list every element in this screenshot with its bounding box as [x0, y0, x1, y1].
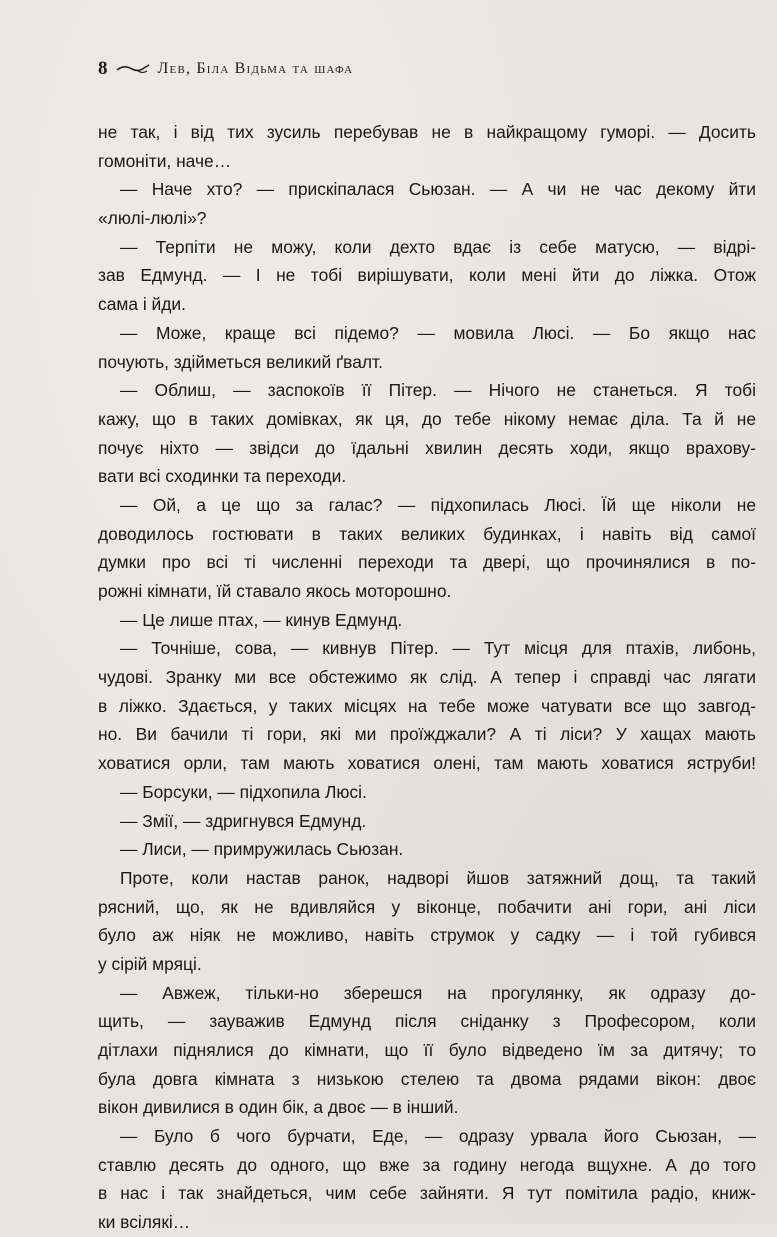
text-line: но. Ви бачили ті гори, які ми проїжджали? А ті ліси? У хащах мають	[98, 724, 756, 745]
text-line: ставлю десять до одного, що вже за годину негода вщухне. А до того	[98, 1154, 756, 1175]
text-line: рясний, що, як не вдивляйся у віконце, побачити ані гори, ані ліси	[98, 896, 756, 917]
text-line: — Може, краще всі підемо? — мовила Люсі. — Бо якщо нас	[120, 322, 756, 343]
page-header	[98, 58, 353, 80]
text-line: гомоніти, наче…	[98, 150, 232, 171]
text-line: доводилось гостювати в таких великих будинках, і навіть від самої	[98, 523, 756, 544]
text-line: рожні кімнати, їй ставало якось моторошно.	[98, 581, 452, 601]
text-line: — Змії, — здригнувся Едмунд.	[120, 810, 367, 831]
text-line: щить, — зауважив Едмунд після сніданку з Професором, коли	[98, 1011, 756, 1032]
text-line: ки всілякі…	[98, 1212, 191, 1233]
text-line: була довга кімната з низькою стелею та двома рядами вікон: двоє	[98, 1068, 756, 1089]
text-line: кажу, що в таких домівках, як ця, до тебе нікому немає діла. Та й не	[98, 408, 756, 429]
text-line: почує ніхто — звідси до їдальні хвилин десять ходи, якщо врахову-	[98, 437, 756, 458]
text-line: — Авжеж, тільки-но зберешся на прогулянку, як одразу до-	[120, 982, 756, 1003]
text-line: думки про всі ті численні переходи та двері, що прочинялися в по-	[98, 552, 756, 573]
text-line: — Точніше, сова, — кивнув Пітер. — Тут місця для птахів, либонь,	[120, 638, 756, 659]
text-line: — Було б чого бурчати, Еде, — одразу урвала його Сьюзан, —	[120, 1126, 756, 1147]
text-line: вікон дивилися в один бік, а двоє — в інший.	[98, 1097, 459, 1118]
text-line: — Борсуки, — підхопила Люсі.	[120, 781, 367, 802]
text-line: вати всі сходинки та переходи.	[98, 466, 347, 487]
text-line: почують, здійметься великий ґвалт.	[98, 351, 383, 372]
text-line: дітлахи піднялися до кімнати, що її було відведено їм за дитячу; то	[98, 1040, 756, 1060]
text-line: Проте, коли настав ранок, надворі йшов затяжний дощ, та такий	[120, 867, 756, 888]
text-line: чудові. Зранку ми все обстежимо як слід. А тепер і справді час лягати	[98, 667, 756, 688]
flourish-icon	[116, 63, 150, 75]
text-line: ховатися орли, там мають ховатися олені, там мають ховатися яструби!	[98, 753, 756, 774]
page-number: 8	[98, 58, 108, 79]
text-line: «люлі-люлі»?	[98, 208, 207, 229]
body-text	[98, 118, 756, 1237]
text-line: — Ой, а це що за галас? — підхопилась Люсі. Їй ще ніколи не	[120, 494, 756, 515]
text-line: — Наче хто? — прискіпалася Сьюзан. — А чи не час декому йти	[120, 179, 756, 200]
text-line: у сірій мряці.	[98, 953, 202, 974]
text-line: — Терпіти не можу, коли дехто вдає із себе матусю, — відрі-	[120, 236, 756, 257]
text-line: не так, і від тих зусиль перебував не в найкращому гуморі. — Досить	[98, 122, 756, 142]
text-line: — Лиси, — примружилась Сьюзан.	[120, 839, 404, 860]
text-line: сама і йди.	[98, 294, 186, 315]
text-line: — Облиш, — заспокоїв її Пітер. — Нічого не станеться. Я тобі	[120, 380, 756, 401]
text-line: було аж ніяк не можливо, навіть струмок у садку — і той губився	[98, 925, 756, 946]
text-line: — Це лише птах, — кинув Едмунд.	[120, 609, 403, 630]
text-line: зав Едмунд. — І не тобі вирішувати, коли мені йти до ліжка. Отож	[98, 265, 756, 286]
text-line: в нас і так знайдеться, чим себе зайняти. Я тут помітила радіо, книж-	[98, 1183, 756, 1204]
running-title: Лев, Біла Відьма та шафа	[157, 60, 354, 77]
text-line: в ліжко. Здається, у таких місцях на тебе може чатувати все що завгод-	[98, 695, 756, 716]
